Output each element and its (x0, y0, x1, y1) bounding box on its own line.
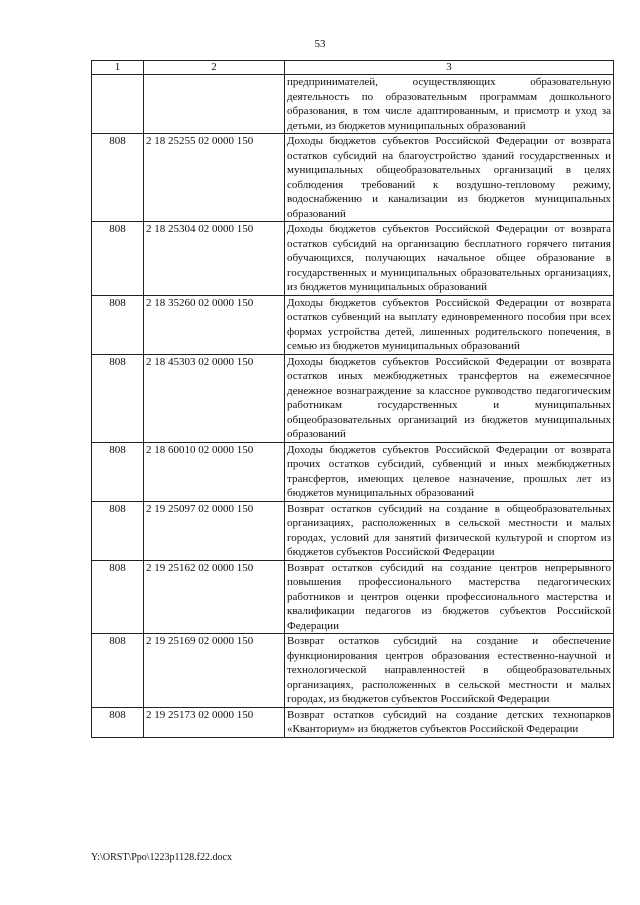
budget-classification-code: 2 18 45303 02 0000 150 (144, 354, 285, 442)
income-description: Возврат остатков субсидий на создание центров непрерывного повышения профессионального мастерства педагогических работников и центров оценки профессионального мастерства и квалификации педагогов из бюджетов субъектов Российской Федерации (285, 560, 614, 634)
admin-code: 808 (92, 134, 144, 222)
budget-classification-code: 2 19 25173 02 0000 150 (144, 707, 285, 737)
income-description: Доходы бюджетов субъектов Российской Федерации от возврата прочих остатков субсидий, субвенций и иных межбюджетных трансфертов, имеющих целевое назначение, прошлых лет из бюджетов муниципальных образований (285, 442, 614, 501)
table-row (92, 707, 614, 737)
budget-classification-code: 2 19 25162 02 0000 150 (144, 560, 285, 634)
income-description: Возврат остатков субсидий на создание в общеобразовательных организациях, расположенных в сельской местности и малых городах, условий для занятий физической культурой и спортом из бюджетов субъектов Российской Федерации (285, 501, 614, 560)
admin-code: 808 (92, 354, 144, 442)
table-header-row (92, 61, 614, 75)
budget-classification-code: 2 18 25304 02 0000 150 (144, 222, 285, 296)
table-row (92, 442, 614, 501)
income-description: Возврат остатков субсидий на создание и обеспечение функционирования центров образования естественно-научной и технологической направленностей в общеобразовательных организациях, расположенных в сельской местности и малых городах, из бюджетов субъектов Российской Федерации (285, 634, 614, 708)
budget-classification-code: 2 18 25255 02 0000 150 (144, 134, 285, 222)
file-path-footer: Y:\ORST\Ppo\1223p1128.f22.docx (91, 852, 232, 863)
header-col-2: 2 (144, 61, 285, 75)
admin-code: 808 (92, 442, 144, 501)
table-row (92, 222, 614, 296)
header-col-3: 3 (285, 61, 614, 75)
admin-code (92, 75, 144, 134)
income-description: Доходы бюджетов субъектов Российской Федерации от возврата остатков субсидий на благоустройство зданий государственных и муниципальных общеобразовательных организаций в целях соблюдения требований к воздушно-тепловому режиму, водоснабжению и канализации из бюджетов муниципальных образований (285, 134, 614, 222)
page-number: 53 (314, 38, 326, 50)
income-description: Доходы бюджетов субъектов Российской Федерации от возврата остатков субвенций на выплату единовременного пособия при всех формах устройства детей, лишенных родительского попечения, в семью из бюджетов муниципальных образований (285, 295, 614, 354)
admin-code: 808 (92, 295, 144, 354)
table-row (92, 560, 614, 634)
income-description: Доходы бюджетов субъектов Российской Федерации от возврата остатков субсидий на организацию бесплатного горячего питания обучающихся, получающих начальное общее образование в государственных и муниципальных образовательных организациях, из бюджетов муниципальных образований (285, 222, 614, 296)
budget-codes-table (91, 60, 614, 738)
admin-code: 808 (92, 707, 144, 737)
income-description: Возврат остатков субсидий на создание детских технопарков «Кванториум» из бюджетов субъектов Российской Федерации (285, 707, 614, 737)
table-row (92, 75, 614, 134)
table-row (92, 634, 614, 708)
budget-classification-code: 2 18 35260 02 0000 150 (144, 295, 285, 354)
budget-classification-code (144, 75, 285, 134)
budget-classification-code: 2 19 25169 02 0000 150 (144, 634, 285, 708)
income-description: Доходы бюджетов субъектов Российской Федерации от возврата остатков иных межбюджетных трансфертов на ежемесячное денежное вознаграждение за классное руководство педагогическим работникам государственных и муниципальных общеобразовательных организаций из бюджетов муниципальных образований (285, 354, 614, 442)
admin-code: 808 (92, 501, 144, 560)
budget-classification-code: 2 18 60010 02 0000 150 (144, 442, 285, 501)
header-col-1: 1 (92, 61, 144, 75)
table-row (92, 134, 614, 222)
admin-code: 808 (92, 560, 144, 634)
admin-code: 808 (92, 634, 144, 708)
budget-classification-code: 2 19 25097 02 0000 150 (144, 501, 285, 560)
admin-code: 808 (92, 222, 144, 296)
income-description: предпринимателей, осуществляющих образовательную деятельность по образовательным программам дошкольного образования, в том числе адаптированным, и присмотр и уход за детьми, из бюджетов муниципальных образований (285, 75, 614, 134)
table-row (92, 354, 614, 442)
table-row (92, 295, 614, 354)
table-row (92, 501, 614, 560)
